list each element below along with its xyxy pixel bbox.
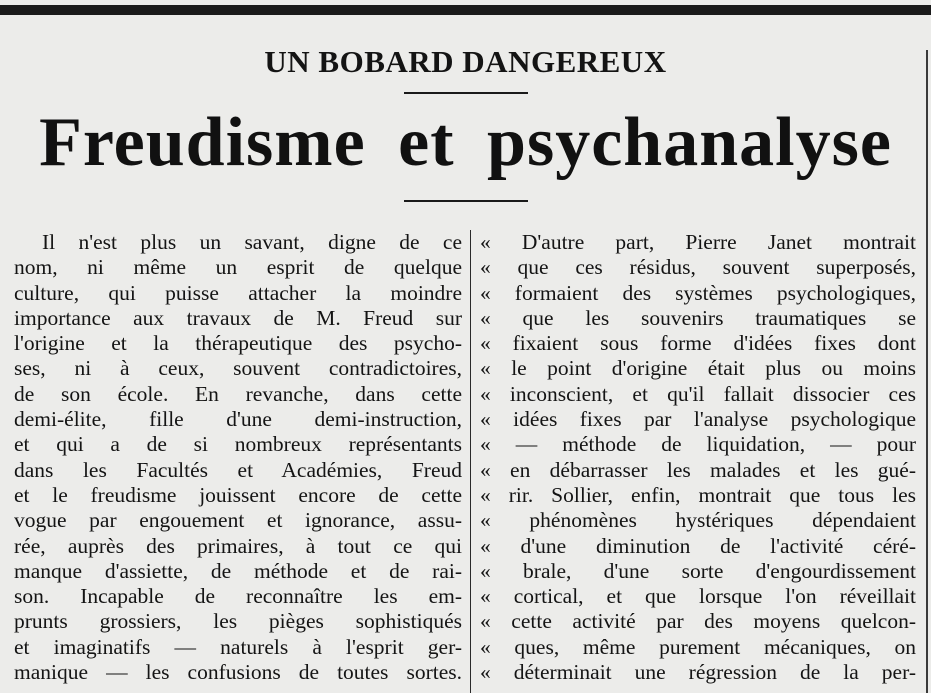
article-headline: Freudisme et psychanalyse <box>39 104 892 181</box>
right-column <box>480 230 916 685</box>
left-line: Il n'est plus un savant, digne de ce <box>42 230 462 254</box>
left-column <box>14 230 462 685</box>
left-line: de son école. En revanche, dans cette <box>14 381 462 406</box>
headline-rule <box>404 200 528 202</box>
right-line: « ques, même purement mécaniques, on <box>480 634 916 659</box>
right-line: « en débarrasser les malades et les gué- <box>480 457 916 482</box>
left-line: et le freudisme jouissent encore de cette <box>14 482 462 507</box>
right-line: « cortical, et que lorsque l'on réveillait <box>480 584 916 609</box>
right-line: « formaient des systèmes psychologiques, <box>480 280 916 305</box>
right-line: « le point d'origine était plus ou moins <box>480 356 916 381</box>
right-line: « que ces résidus, souvent superposés, <box>480 255 916 280</box>
left-line: rée, auprès des primaires, à tout ce qui <box>14 533 462 558</box>
right-line: « phénomènes hystériques dépendaient <box>480 508 916 533</box>
right-line: « rir. Sollier, enfin, montrait que tous les <box>480 482 916 507</box>
right-line: « D'autre part, Pierre Janet montrait <box>480 230 916 254</box>
page-edge-rule <box>926 50 928 693</box>
left-line: demi-élite, fille d'une demi-instruction, <box>14 407 462 432</box>
right-line: « que les souvenirs traumatiques se <box>480 305 916 330</box>
right-line: « d'une diminution de l'activité céré- <box>480 533 916 558</box>
left-line: et qui a de si nombreux représentants <box>14 432 462 457</box>
left-line: importance aux travaux de M. Freud sur <box>14 305 462 330</box>
kicker-rule <box>404 92 528 94</box>
left-line: ses, ni à ceux, souvent contradictoires, <box>14 356 462 381</box>
right-line: « brale, d'une sorte d'engourdissement <box>480 558 916 583</box>
left-line: culture, qui puisse attacher la moindre <box>14 280 462 305</box>
left-line: et imaginatifs — naturels à l'esprit ger- <box>14 634 462 659</box>
right-line: « cette activité par des moyens quelcon- <box>480 609 916 634</box>
right-line: « fixaient sous forme d'idées fixes dont <box>480 331 916 356</box>
left-line: l'origine et la thérapeutique des psycho- <box>14 331 462 356</box>
right-line: « inconscient, et qu'il fallait dissocier ces <box>480 381 916 406</box>
left-line: son. Incapable de reconnaître les em- <box>14 584 462 609</box>
article-kicker: UN BOBARD DANGEREUX <box>264 44 667 79</box>
left-line: prunts grossiers, les pièges sophistiqués <box>14 609 462 634</box>
column-divider <box>470 230 471 693</box>
left-line: vogue par engouement et ignorance, assu- <box>14 508 462 533</box>
left-line: nom, ni même un esprit de quelque <box>14 255 462 280</box>
left-line: dans les Facultés et Académies, Freud <box>14 457 462 482</box>
left-line: manique — les confusions de toutes sortes. <box>14 660 462 685</box>
right-line: « — méthode de liquidation, — pour <box>480 432 916 457</box>
top-rule <box>0 5 931 15</box>
left-line: manque d'assiette, de méthode et de rai- <box>14 558 462 583</box>
right-line: « déterminait une régression de la per- <box>480 660 916 685</box>
right-line: « idées fixes par l'analyse psychologique <box>480 407 916 432</box>
